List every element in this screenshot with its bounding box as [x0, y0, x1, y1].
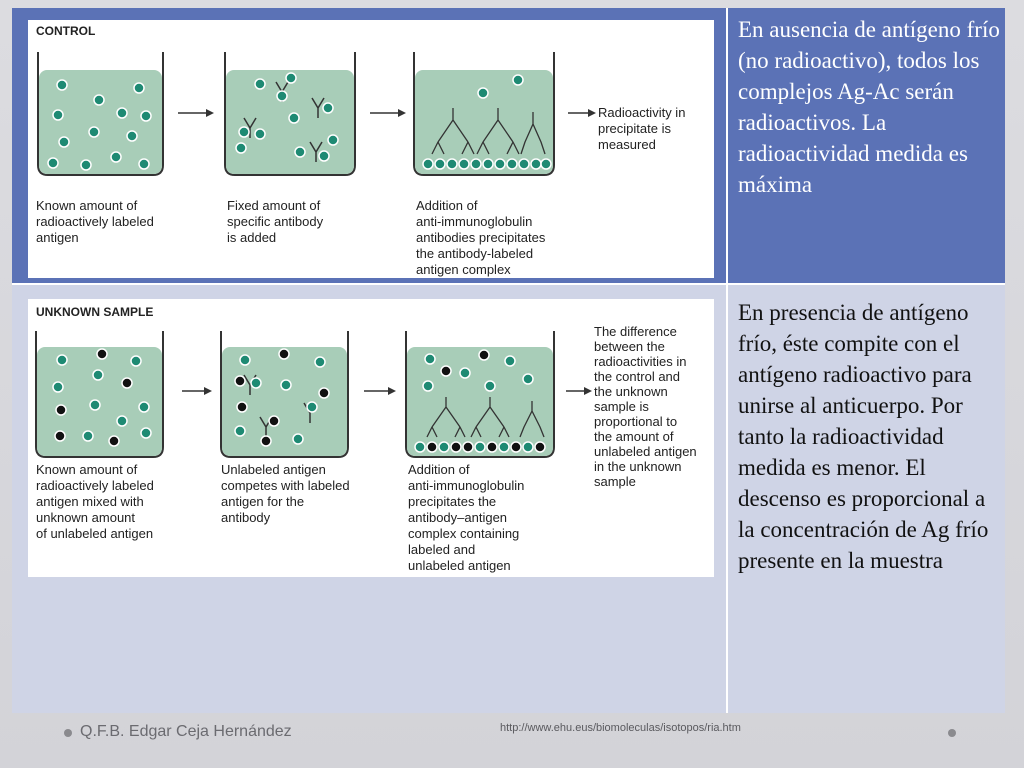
- row-unknown: [12, 285, 1005, 713]
- unknown-beaker-3: [406, 331, 554, 457]
- svg-text:radioactively labeled: radioactively labeled: [36, 478, 154, 493]
- svg-text:The difference: The difference: [594, 324, 677, 339]
- svg-text:the amount of: the amount of: [594, 429, 674, 444]
- svg-text:antigen complex: antigen complex: [416, 262, 511, 277]
- svg-text:Addition of: Addition of: [416, 198, 478, 213]
- svg-text:anti-immunoglobulin: anti-immunoglobulin: [408, 478, 525, 493]
- control-result: [598, 105, 685, 152]
- control-beaker-1: [38, 52, 163, 175]
- svg-text:complex containing: complex containing: [408, 526, 520, 541]
- unknown-result: [594, 324, 697, 489]
- svg-text:sample is: sample is: [594, 399, 649, 414]
- source-url: http://www.ehu.eus/biomoleculas/isotopos/ria.htm: [500, 722, 741, 734]
- svg-text:Unlabeled antigen: Unlabeled antigen: [221, 462, 326, 477]
- unknown-beaker-2: [221, 331, 348, 457]
- svg-text:labeled and: labeled and: [408, 542, 476, 557]
- svg-text:Known amount of: Known amount of: [36, 462, 138, 477]
- svg-text:precipitate is: precipitate is: [598, 121, 671, 136]
- arrow-icon: [182, 387, 212, 395]
- unknown-beaker-1: [36, 331, 163, 457]
- svg-text:antibody: antibody: [221, 510, 271, 525]
- svg-text:Known amount of: Known amount of: [36, 198, 138, 213]
- control-caption-1: [36, 198, 154, 245]
- control-diagram: [28, 20, 714, 278]
- svg-text:of unlabeled antigen: of unlabeled antigen: [36, 526, 154, 541]
- svg-text:antigen: antigen: [36, 230, 79, 245]
- control-heading: CONTROL: [36, 24, 96, 38]
- svg-text:antigen for the: antigen for the: [221, 494, 305, 509]
- svg-text:the control and: the control and: [594, 369, 681, 384]
- svg-text:unlabeled antigen: unlabeled antigen: [594, 444, 697, 459]
- svg-text:antigen mixed with: antigen mixed with: [36, 494, 144, 509]
- svg-text:anti-immunoglobulin: anti-immunoglobulin: [416, 214, 533, 229]
- unknown-caption-3: [408, 462, 524, 573]
- svg-text:in the unknown: in the unknown: [594, 459, 682, 474]
- unknown-heading: UNKNOWN SAMPLE: [36, 305, 154, 319]
- svg-text:the antibody-labeled: the antibody-labeled: [416, 246, 534, 261]
- svg-text:unlabeled antigen: unlabeled antigen: [408, 558, 511, 573]
- svg-text:between the: between the: [594, 339, 665, 354]
- svg-text:Addition of: Addition of: [408, 462, 470, 477]
- svg-text:is added: is added: [227, 230, 277, 245]
- svg-text:Radioactivity in: Radioactivity in: [598, 105, 686, 120]
- svg-text:measured: measured: [598, 137, 656, 152]
- unknown-diagram: [28, 299, 714, 577]
- author-name: Q.F.B. Edgar Ceja Hernández: [80, 723, 292, 740]
- svg-text:specific antibody: specific antibody: [227, 214, 324, 229]
- control-beaker-2: [225, 52, 355, 175]
- svg-text:antibody–antigen: antibody–antigen: [408, 510, 508, 525]
- control-caption-2: [227, 198, 324, 245]
- control-caption-3: [416, 198, 546, 277]
- svg-text:Fixed amount of: Fixed amount of: [227, 198, 321, 213]
- unknown-text-cell: [728, 285, 1005, 713]
- bullet-icon: [948, 729, 956, 737]
- svg-text:radioactively labeled: radioactively labeled: [36, 214, 154, 229]
- svg-text:the unknown: the unknown: [594, 384, 668, 399]
- svg-text:sample: sample: [594, 474, 636, 489]
- arrow-icon: [364, 387, 396, 395]
- row-control: [12, 8, 1005, 283]
- content-table: [12, 8, 1005, 713]
- bullet-icon: [64, 729, 72, 737]
- control-image-cell: [12, 8, 726, 283]
- svg-text:precipitates the: precipitates the: [408, 494, 497, 509]
- unknown-caption-1: [36, 462, 154, 541]
- control-text-cell: [728, 8, 1005, 283]
- svg-text:unknown amount: unknown amount: [36, 510, 136, 525]
- arrow-icon: [370, 109, 406, 117]
- arrow-icon: [178, 109, 214, 117]
- svg-text:radioactivities in: radioactivities in: [594, 354, 687, 369]
- arrow-icon: [568, 109, 596, 117]
- control-description: En ausencia de antígeno frío (no radioactivo), todos los complejos Ag-Ac serán radioactivos. La radioactividad medida es máxima: [738, 17, 1000, 197]
- unknown-caption-2: [221, 462, 350, 525]
- unknown-image-cell: [12, 285, 726, 713]
- arrow-icon: [566, 387, 592, 395]
- svg-text:competes with labeled: competes with labeled: [221, 478, 350, 493]
- control-beaker-3: [414, 52, 554, 175]
- svg-text:proportional to: proportional to: [594, 414, 678, 429]
- unknown-description: En presencia de antígeno frío, éste compite con el antígeno radioactivo para unirse al anticuerpo. Por tanto la radioactividad medida es menor. El descenso es proporcional a la concentración de Ag frío presente en la muestra: [738, 300, 989, 573]
- svg-text:antibodies precipitates: antibodies precipitates: [416, 230, 546, 245]
